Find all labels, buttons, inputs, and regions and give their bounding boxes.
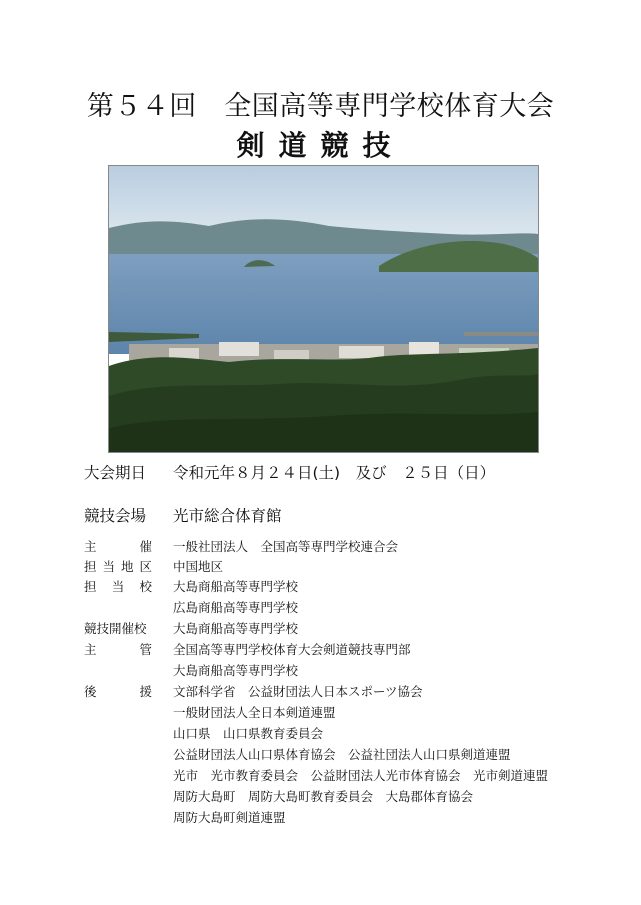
support-value-3: 山口県 山口県教育委員会 xyxy=(173,726,324,741)
host-school-value-1: 大島商船高等専門学校 xyxy=(173,579,299,594)
landscape-photo xyxy=(108,165,539,453)
organizer-value: 一般社団法人 全国高等専門学校連合会 xyxy=(173,539,399,554)
venue-school-value: 大島商船高等専門学校 xyxy=(173,621,299,636)
date-label: 大会期日 xyxy=(84,464,147,482)
host-school-label: 担 当 校 xyxy=(84,579,152,594)
support-value-4: 公益財団法人山口県体育協会 公益社団法人山口県剣道連盟 xyxy=(173,747,511,762)
support-value-6: 周防大島町 周防大島町教育委員会 大島郡体育協会 xyxy=(173,789,474,804)
organizer-label: 主 催 xyxy=(84,539,152,554)
support-value-1: 文部科学省 公益財団法人日本スポーツ協会 xyxy=(173,684,423,699)
region-value: 中国地区 xyxy=(173,559,224,574)
management-value-2: 大島商船高等専門学校 xyxy=(173,663,299,678)
venue-value: 光市総合体育館 xyxy=(173,507,282,525)
page-subtitle: 剣道競技 xyxy=(236,129,405,162)
host-school-value-2: 広島商船高等専門学校 xyxy=(173,600,299,615)
support-label: 後 援 xyxy=(84,684,152,699)
management-label: 主 管 xyxy=(84,642,152,657)
support-value-2: 一般財団法人全日本剣道連盟 xyxy=(173,705,336,720)
venue-school-label: 競技開催校 xyxy=(84,621,147,636)
page-title: 第５４回 全国高等専門学校体育大会 xyxy=(86,91,555,122)
date-value: 令和元年８月２４日(土) 及び ２５日（日） xyxy=(173,464,496,482)
venue-label: 競技会場 xyxy=(84,507,147,525)
support-value-7: 周防大島町剣道連盟 xyxy=(173,810,286,825)
management-value-1: 全国高等専門学校体育大会剣道競技専門部 xyxy=(173,642,411,657)
region-label: 担当地区 xyxy=(84,559,152,574)
support-value-5: 光市 光市教育委員会 公益財団法人光市体育協会 光市剣道連盟 xyxy=(173,768,549,783)
